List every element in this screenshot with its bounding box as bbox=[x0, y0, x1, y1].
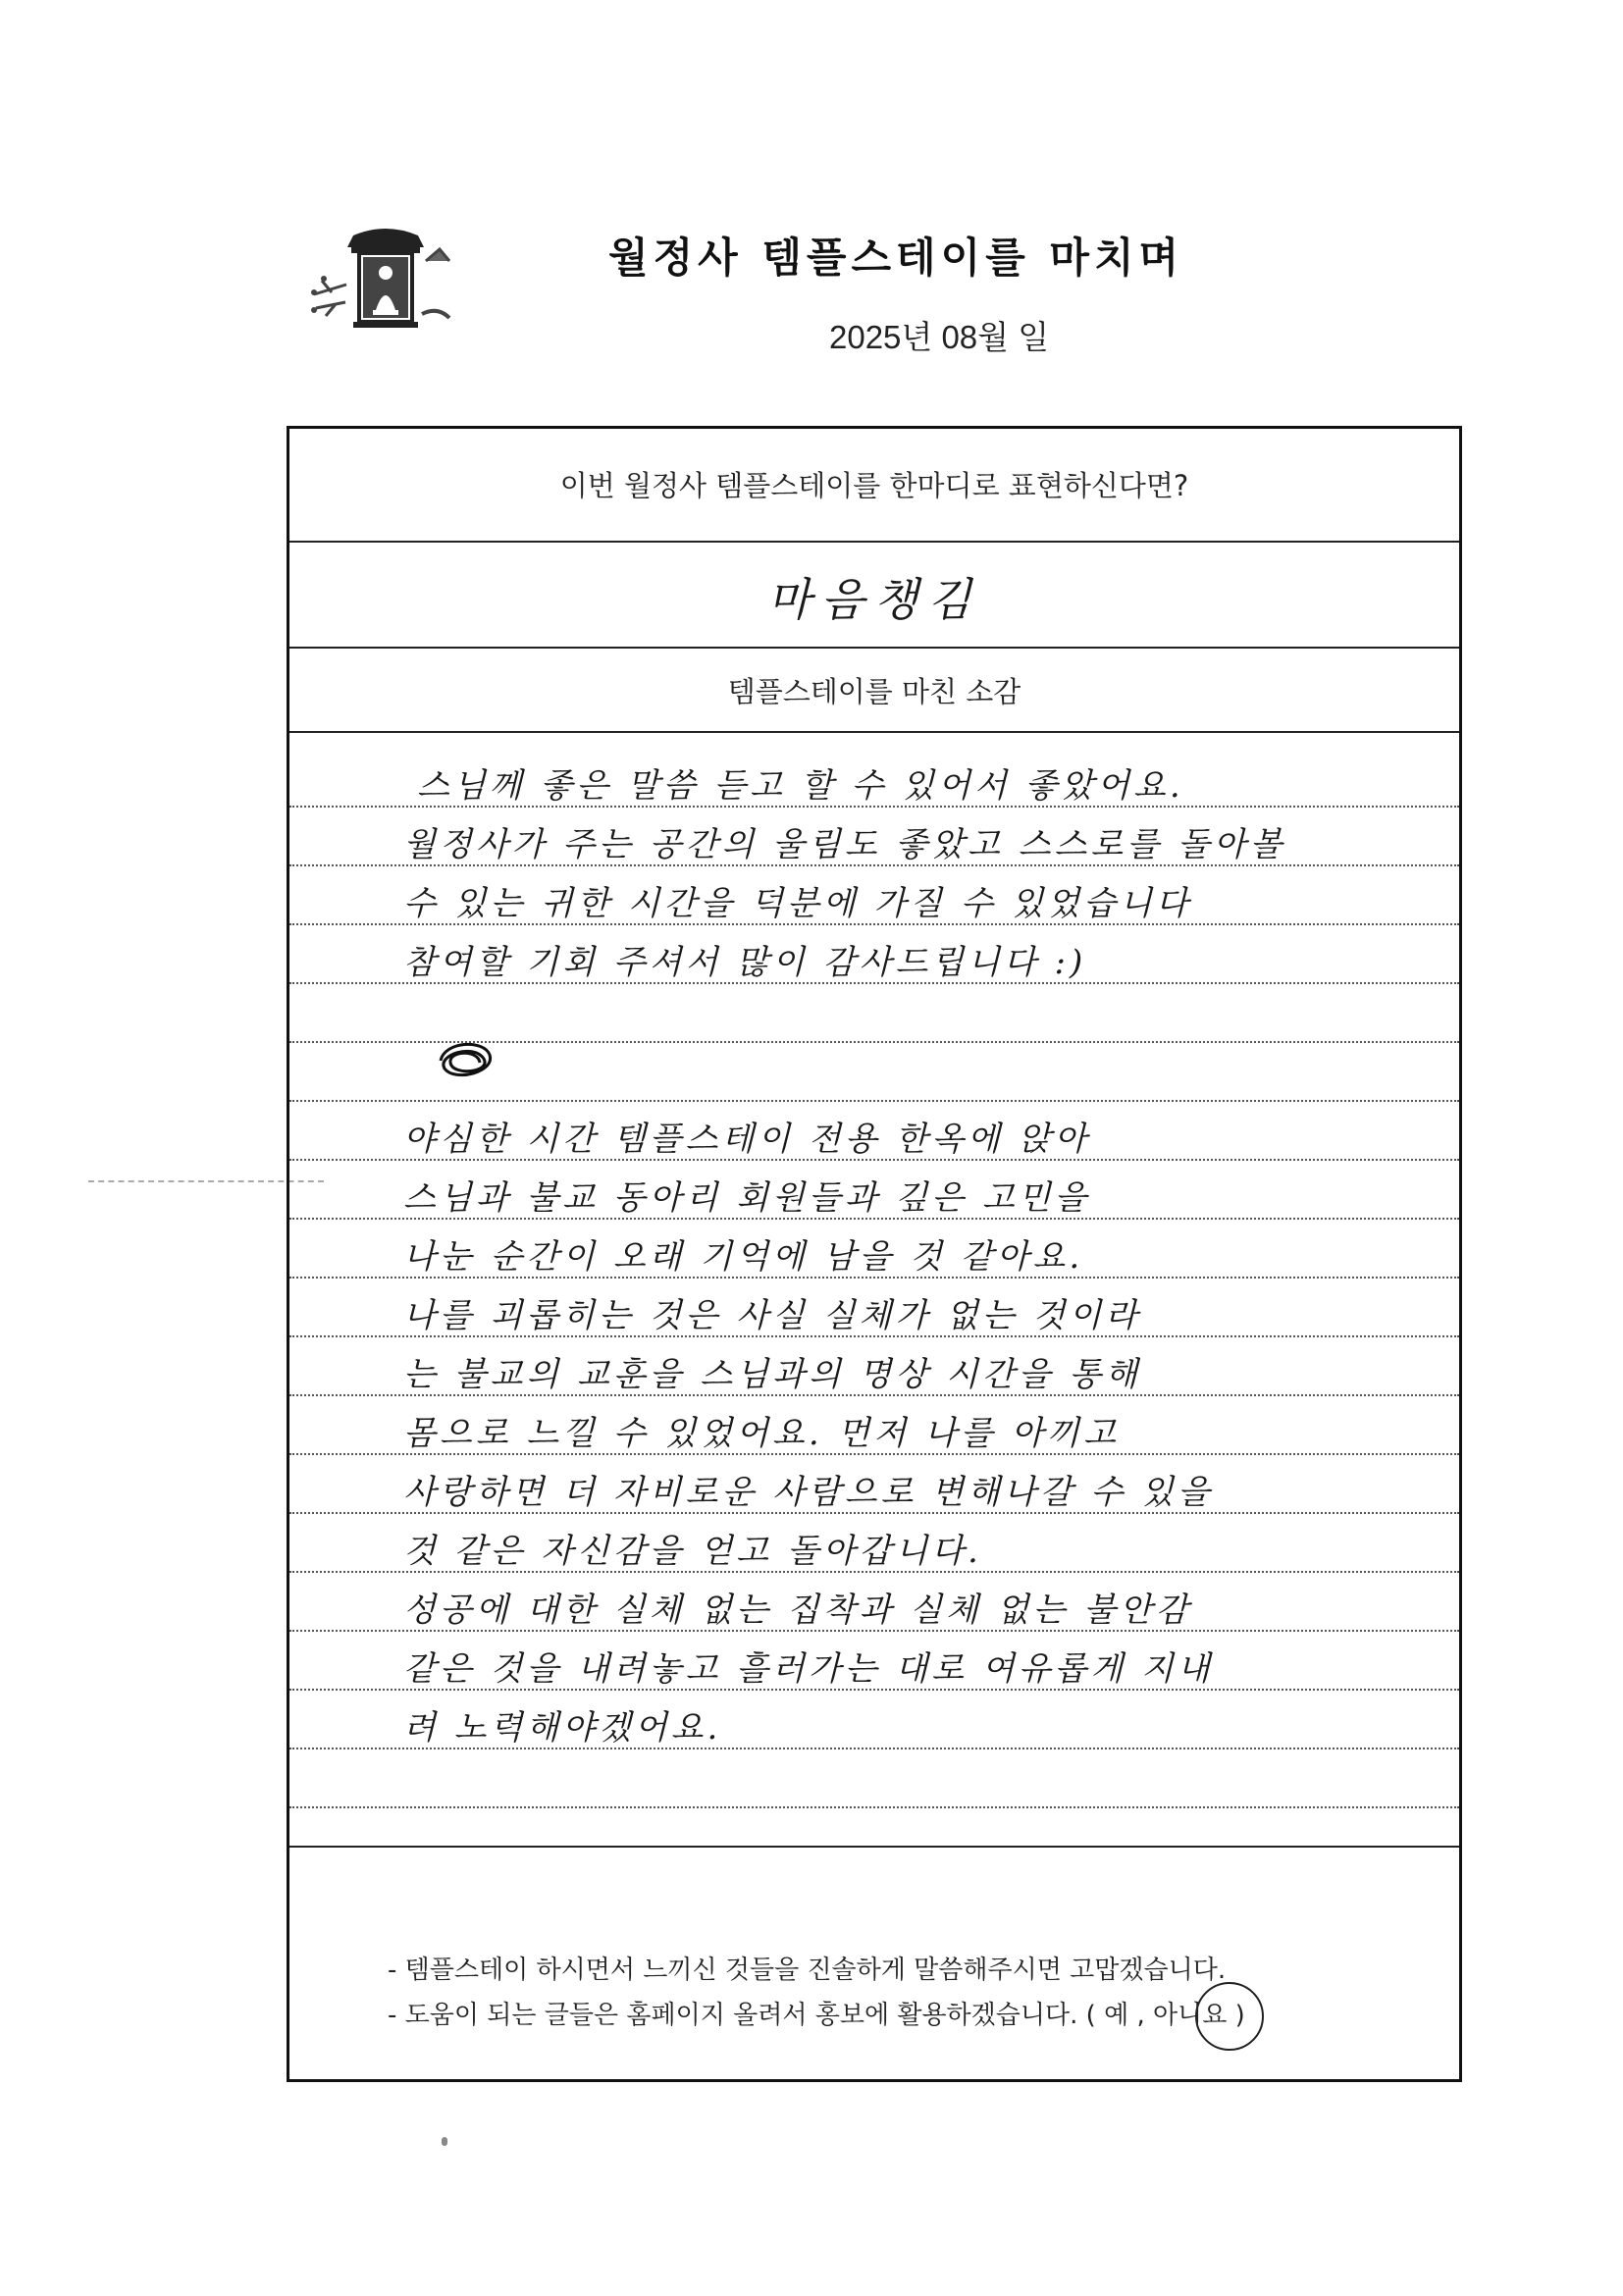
impressions-end-rule bbox=[289, 1846, 1459, 1848]
handwritten-line: 수 있는 귀한 시간을 덕분에 가질 수 있었습니다 bbox=[403, 884, 1192, 923]
document-date: 2025년 08월 일 bbox=[829, 319, 1050, 355]
temple-icon bbox=[302, 224, 469, 341]
handwritten-line: 려 노력해야겠어요. bbox=[403, 1708, 722, 1748]
handwritten-line: 몸으로 느낄 수 있었어요. 먼저 나를 아끼고 bbox=[403, 1414, 1120, 1453]
handwritten-line: 사랑하면 더 자비로운 사람으로 변해나갈 수 있을 bbox=[403, 1473, 1214, 1512]
feedback-form bbox=[287, 426, 1462, 2082]
scan-speck bbox=[442, 2137, 447, 2146]
ruled-line bbox=[289, 1806, 1459, 1808]
handwritten-line: 나를 괴롭히는 것은 사실 실체가 없는 것이라 bbox=[403, 1296, 1142, 1335]
handwritten-line: 는 불교의 교훈을 스님과의 명상 시간을 통해 bbox=[403, 1355, 1142, 1394]
scribble-mark bbox=[435, 1037, 497, 1084]
handwritten-line: 나눈 순간이 오래 기억에 남을 것 같아요. bbox=[403, 1237, 1084, 1277]
note-honest-feedback: - 템플스테이 하시면서 느끼신 것들을 진솔하게 말씀해주시면 고맙겠습니다. bbox=[388, 1956, 1227, 1985]
short-answer-row bbox=[289, 541, 1459, 649]
handwritten-line: 것 같은 자신감을 얻고 돌아갑니다. bbox=[403, 1532, 982, 1571]
impressions-heading-row bbox=[289, 647, 1459, 733]
handwritten-line: 같은 것을 내려놓고 흘러가는 대로 여유롭게 지내 bbox=[403, 1649, 1214, 1689]
handwritten-line: 스님과 불교 동아리 회원들과 깊은 고민을 bbox=[403, 1178, 1091, 1218]
question-row bbox=[289, 429, 1459, 543]
handwritten-line: 성공에 대한 실체 없는 집착과 실체 없는 불안감 bbox=[403, 1591, 1192, 1630]
short-answer: 마음챙김 bbox=[767, 573, 981, 626]
impressions-heading: 템플스테이를 마친 소감 bbox=[727, 675, 1021, 708]
document-title: 월정사 템플스테이를 마치며 bbox=[608, 234, 1184, 282]
handwritten-line: 야심한 시간 템플스테이 전용 한옥에 앉아 bbox=[403, 1120, 1091, 1159]
handwritten-line: 월정사가 주는 공간의 울림도 좋았고 스스로를 돌아볼 bbox=[403, 825, 1286, 864]
handwritten-line: 참여할 기회 주셔서 많이 감사드립니다 :) bbox=[403, 943, 1087, 982]
handwritten-line: 스님께 좋은 말씀 듣고 할 수 있어서 좋았어요. bbox=[417, 766, 1184, 806]
question-heading: 이번 월정사 템플스테이를 한마디로 표현하신다면? bbox=[559, 469, 1189, 502]
ruled-line bbox=[289, 1100, 1459, 1102]
note-homepage-consent: - 도움이 되는 글들은 홈페이지 올려서 홍보에 활용하겠습니다. ( 예 , 아니요 ) bbox=[388, 2001, 1245, 2030]
selected-option-circle bbox=[1195, 1982, 1264, 2051]
